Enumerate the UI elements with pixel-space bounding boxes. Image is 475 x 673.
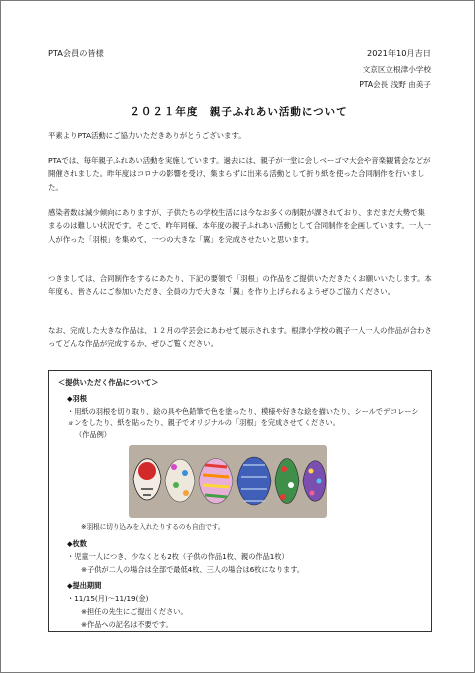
example-label: （作品例） bbox=[75, 430, 111, 439]
issue-date: 2021年10月吉日 bbox=[366, 48, 431, 58]
submission-details-box bbox=[48, 370, 432, 632]
section-count-note: ※子供が二人の場合は全部で最低4枚、三人の場合は6枚になります。 bbox=[81, 565, 305, 574]
document-title: ２０２１年度 親子ふれあい活動について bbox=[129, 106, 348, 118]
section-period-title: ◆提出期間 bbox=[67, 581, 102, 590]
feather-note: ※羽根に切り込みを入れたりするのも自由です。 bbox=[81, 523, 225, 531]
feather-example-photo bbox=[129, 445, 327, 518]
section-count-text: ・児童一人につき、少なくとも2枚（子供の作品1枚、親の作品1枚） bbox=[67, 552, 289, 561]
section-feather-text: ・用紙の羽根を切り取り、絵の具や色鉛筆で色を塗ったり、模様や好きな絵を描いたり、シールでデコレーションをしたり、紙を貼ったり、親子でオリジナルの「羽根」を完成させてください。 bbox=[67, 407, 419, 427]
paragraph-history: PTAでは、毎年親子ふれあい活動を実施しています。過去には、親子が一堂に会しベーゴマ大会や音楽観賞会などが開催されました。昨年度はコロナの影響を受け、集まらずに出来る活動として折り紙を使った合同制作を行いました。 bbox=[48, 156, 431, 192]
box-heading: ＜提供いただく作品について＞ bbox=[58, 378, 159, 387]
paragraph-request: つきましては、合同制作をするにあたり、下記の要領で「羽根」の作品をご提供いただきたくお願いいたします。本年度も、皆さんにご参加いただき、全員の力で大きな「翼」を作り上げられるようぜひご協力ください。 bbox=[48, 274, 432, 297]
paragraph-greeting: 平素よりPTA活動にご協力いただきありがとうございます。 bbox=[48, 131, 246, 140]
section-period-dates: ・11/15(月)～11/19(金) bbox=[67, 594, 149, 603]
school-name: 文京区立根津小学校 bbox=[362, 65, 431, 74]
section-period-note-1: ※担任の先生にご提出ください。 bbox=[81, 607, 188, 616]
section-feather-title: ◆羽根 bbox=[67, 394, 87, 403]
paragraph-exhibition: なお、完成した大きな作品は、１２月の学芸会にあわせて展示されます。根津小学校の親子一人一人の作品が合わさってどんな作品が完成するか、ぜひご覧ください。 bbox=[48, 326, 432, 349]
pta-chair: PTA会長 浅野 由美子 bbox=[359, 80, 431, 89]
addressee: PTA会員の皆様 bbox=[48, 48, 104, 58]
paragraph-plan: 感染者数は減少傾向にありますが、子供たちの学校生活には今なお多くの制限が課されており、まだまだ大勢で集まるのは難しい状況です。そこで、昨年同様、本年度の親子ふれあい活動として合同制作を企画しています。一人一人が作った「羽根」を集めて、一つの大きな「翼」を完成させたいと思います。 bbox=[48, 208, 431, 244]
section-count-title: ◆枚数 bbox=[67, 539, 87, 548]
section-period-note-2: ※作品への記名は不要です。 bbox=[81, 620, 173, 629]
